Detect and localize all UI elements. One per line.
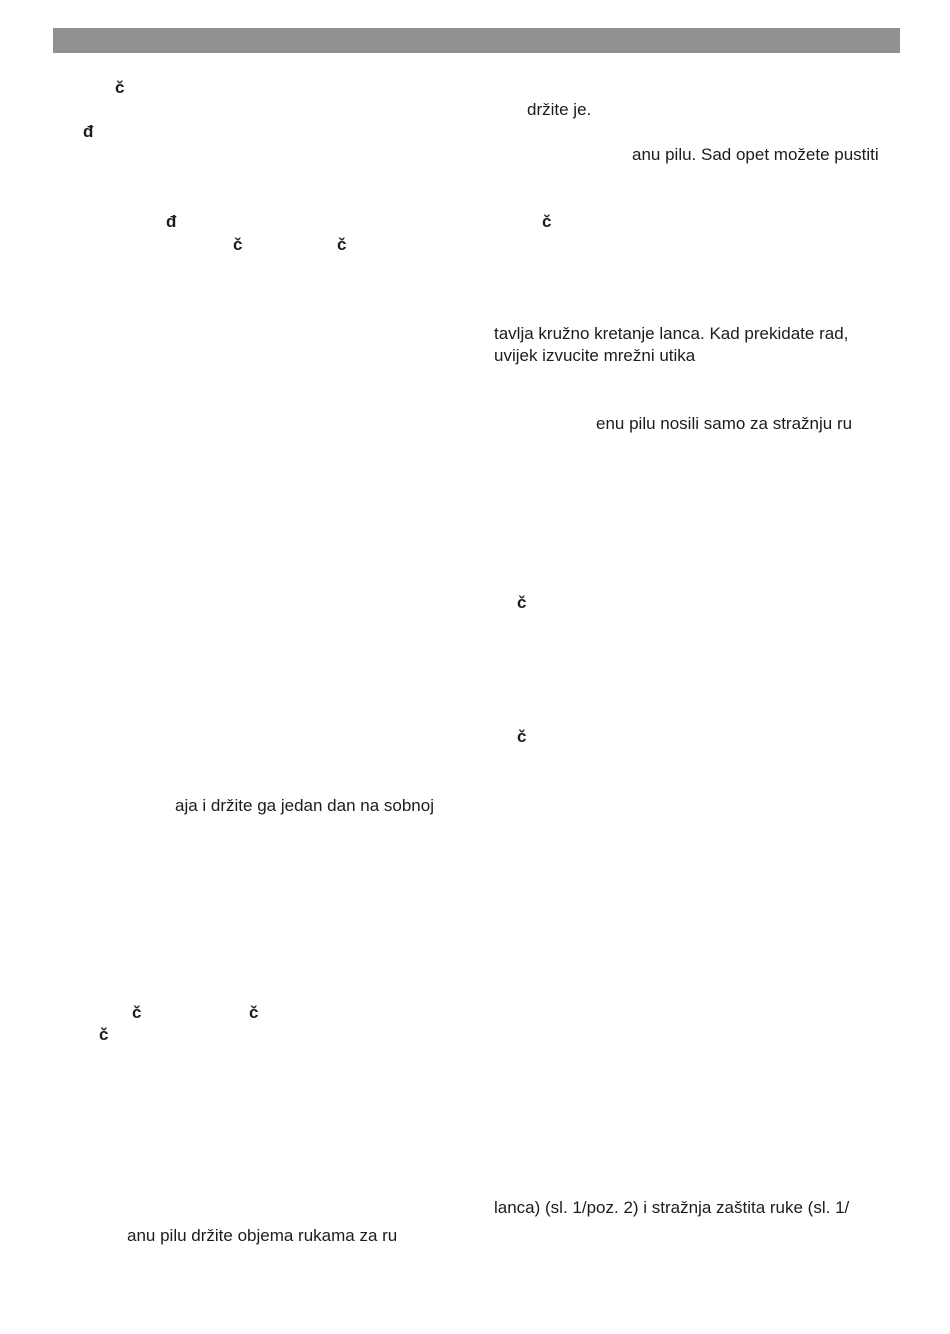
right-fragment-5: uvijek izvucite mrežni utika [494,346,696,365]
right-fragment-7: č [517,593,527,612]
left-fragment-1: č [115,78,125,97]
left-fragment-7: č [132,1003,142,1022]
right-fragment-8: č [517,727,527,746]
right-fragment-3: č [542,212,552,231]
left-fragment-8: č [249,1003,259,1022]
right-fragment-6: enu pilu nosili samo za stražnju ru [596,414,853,433]
left-fragment-6: aja i držite ga jedan dan na sobnoj [175,796,434,815]
right-fragment-1: držite je. [527,100,592,119]
header-bar [53,28,900,53]
left-fragment-3: đ [166,212,177,231]
left-fragment-10: anu pilu držite objema rukama za ru [127,1226,398,1245]
right-fragment-4: tavlja kružno kretanje lanca. Kad prekidate rad, [494,324,849,343]
right-fragment-9: lanca) (sl. 1/poz. 2) i stražnja zaštita ruke (sl. 1/ [494,1198,850,1217]
left-fragment-9: č [99,1025,109,1044]
left-fragment-5: č [337,235,347,254]
left-fragment-2: đ [83,122,94,141]
right-fragment-2: anu pilu. Sad opet možete pustiti [632,145,879,164]
left-fragment-4: č [233,235,243,254]
